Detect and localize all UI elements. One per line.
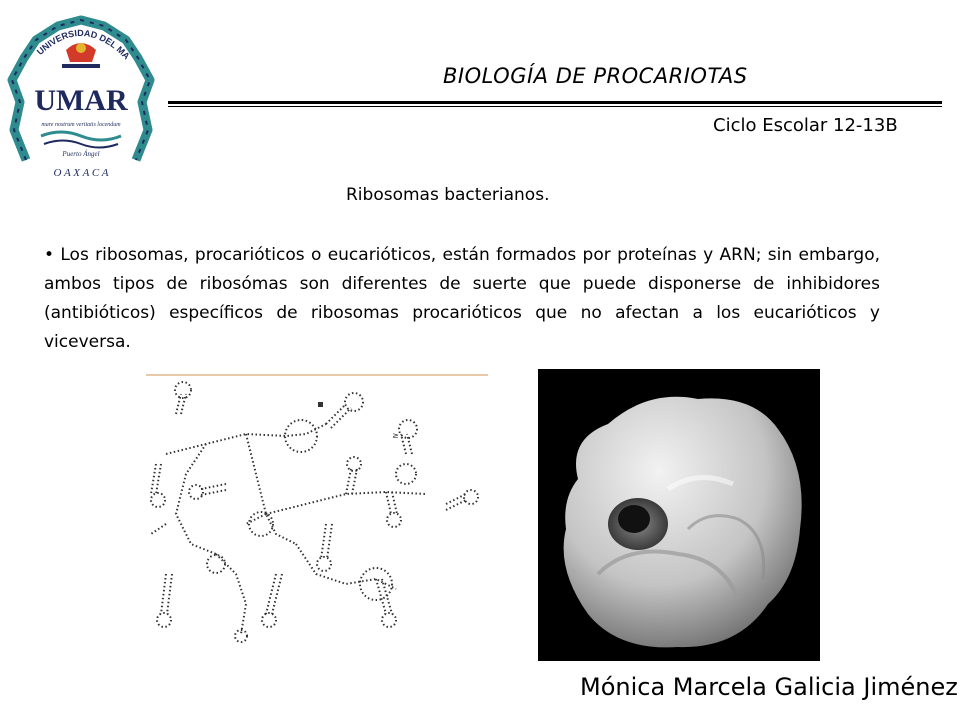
school-cycle: Ciclo Escolar 12-13B [713,115,898,136]
author-name: Mónica Marcela Galicia Jiménez [580,673,958,701]
logo-monogram: UMAR [34,84,128,117]
course-title: BIOLOGÍA DE PROCARIOTAS [443,64,748,88]
slide-heading: Ribosomas bacterianos. [346,185,550,205]
svg-text:≥: ≥ [392,431,399,440]
university-logo [6,10,156,180]
logo-state: O A X A C A [53,167,109,179]
logo-campus: Puerto Ángel [62,150,100,158]
ribosome-3d-figure [538,369,820,661]
logo-motto: mare nostrum veritatis locendum [41,122,121,128]
bullet-paragraph: • Los ribosomas, procarióticos o eucarióticos, están formados por proteínas y ARN; sin embargo, ambos tipos de ribosómas son diferentes de suerte que puede disponerse de inhibidores (antibióticos) específicos de ribosomas procarióticos que no afectan a los eucarióticos y viceversa. [44,245,880,352]
rrna-secondary-structure-figure [146,374,488,656]
logo-top-text: UNIVERSIDAD DEL MA [34,27,132,62]
header-rule-thin [168,106,942,107]
header-rule [168,101,942,104]
